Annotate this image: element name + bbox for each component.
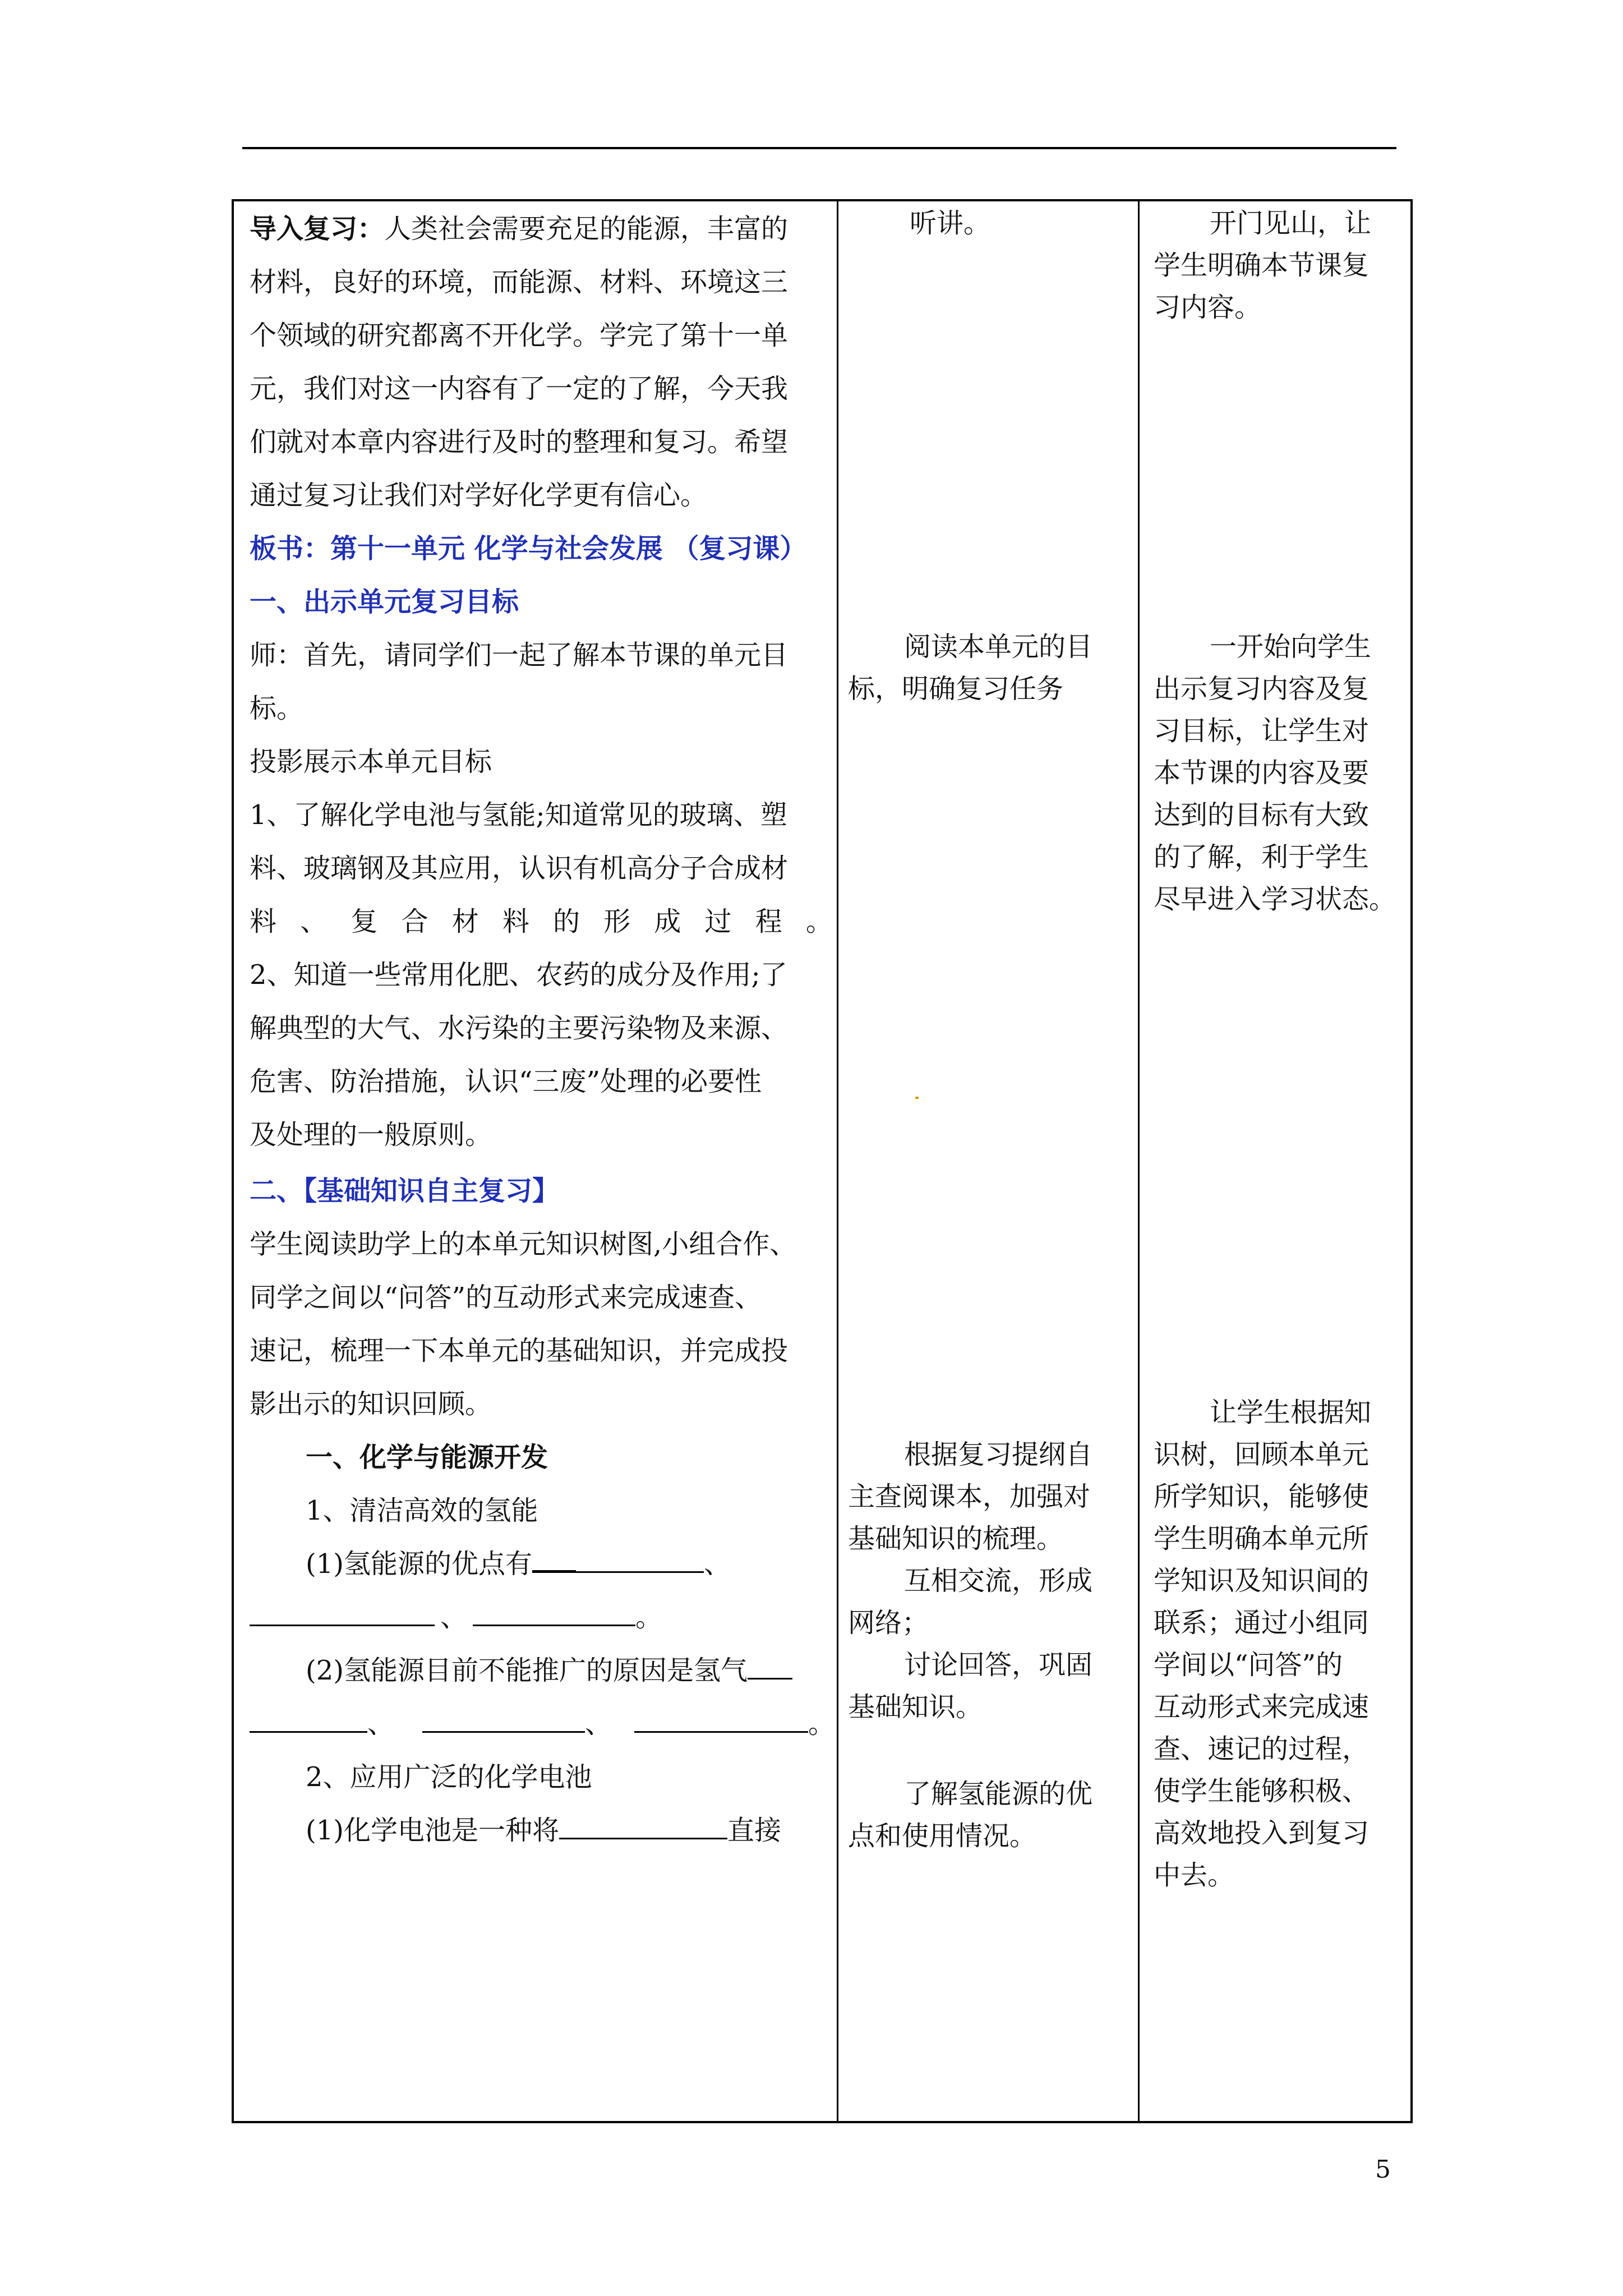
intro-line: 材料，良好的环境，而能源、材料、环境这三 — [250, 266, 789, 298]
intent-text: 的了解，利于学生 — [1154, 841, 1370, 873]
goal-line: 及处理的一般原则。 — [250, 1119, 492, 1151]
intro-line: 个领域的研究都离不开化学。学完了第十一单 — [250, 320, 789, 351]
subheading-battery: 2、应用广泛的化学电池 — [306, 1761, 592, 1793]
question-text: (1)氢能源的优点有 — [306, 1548, 532, 1580]
intent-text: 学生明确本单元所 — [1154, 1523, 1370, 1554]
question-text: (1)化学电池是一种将 — [306, 1815, 559, 1846]
question-battery — [306, 1814, 781, 1847]
board-heading: 板书：第十一单元 化学与社会发展 （复习课） — [250, 533, 807, 564]
activity-text: 标，明确复习任务 — [848, 673, 1064, 705]
period: 。 — [808, 1708, 836, 1740]
separator: 、 — [440, 1602, 468, 1633]
blank[interactable] — [473, 1602, 635, 1626]
blank[interactable] — [422, 1709, 585, 1733]
spread-char: 的 — [553, 906, 580, 937]
activity-text: 点和使用情况。 — [848, 1820, 1037, 1852]
intent-text: 习目标，让学生对 — [1154, 715, 1370, 747]
activity-text: 讨论回答，巩固 — [904, 1649, 1093, 1681]
intent-text: 开门见山，让 — [1210, 208, 1372, 239]
activity-text: 听讲。 — [910, 208, 991, 239]
activity-text: 阅读本单元的目 — [904, 631, 1093, 662]
spread-char: 形 — [603, 906, 631, 937]
separator: 、 — [585, 1708, 612, 1740]
stray-mark — [915, 1097, 919, 1099]
intro-paragraph-line — [250, 213, 788, 245]
intent-text: 高效地投入到复习 — [1154, 1818, 1370, 1849]
intent-text: 一开始向学生 — [1210, 631, 1372, 662]
blank[interactable] — [634, 1709, 808, 1733]
blank[interactable] — [576, 1549, 704, 1573]
page-number: 5 — [1375, 2155, 1391, 2184]
teacher-line: 师：首先，请同学们一起了解本节课的单元目 — [250, 639, 789, 671]
question-text: 直接 — [727, 1815, 782, 1846]
activity-text: 了解氢能源的优 — [904, 1778, 1093, 1810]
goal-line: 1、了解化学电池与氢能;知道常见的玻璃、塑 — [250, 799, 787, 831]
spread-char: 过 — [704, 906, 732, 937]
intent-text: 达到的目标有大致 — [1154, 799, 1370, 831]
intent-text: 互动形式来完成速 — [1154, 1691, 1370, 1723]
header-rule — [242, 147, 1396, 149]
column-divider-1 — [837, 201, 838, 2121]
question-hydrogen-advantages-cont — [250, 1601, 662, 1634]
read-line: 速记，梳理一下本单元的基础知识，并完成投 — [250, 1335, 789, 1366]
question-hydrogen-limits-cont — [250, 1708, 835, 1740]
spread-char: 。 — [805, 906, 833, 937]
activity-text: 主查阅课本，加强对 — [848, 1481, 1091, 1512]
goal-line: 解典型的大气、水污染的主要污染物及来源、 — [250, 1013, 789, 1044]
spread-char: 复 — [351, 906, 378, 937]
intent-text: 出示复习内容及复 — [1154, 673, 1370, 705]
blank[interactable] — [559, 1815, 727, 1839]
intent-text: 学间以“问答”的 — [1154, 1649, 1343, 1681]
spread-char: 料 — [250, 906, 277, 937]
read-line: 学生阅读助学上的本单元知识树图,小组合作、 — [250, 1228, 797, 1260]
intent-text: 识树，回顾本单元 — [1154, 1439, 1370, 1470]
activity-text: 网络； — [848, 1607, 929, 1639]
teacher-line: 标。 — [250, 693, 304, 724]
intent-text: 使学生能够积极、 — [1154, 1775, 1370, 1807]
spread-char: 料 — [502, 906, 529, 937]
intent-text: 习内容。 — [1154, 292, 1262, 323]
intro-line: 们就对本章内容进行及时的整理和复习。希望 — [250, 426, 789, 458]
spread-char: 成 — [654, 906, 681, 937]
intent-text: 学生明确本节课复 — [1154, 250, 1370, 281]
intent-text: 所学知识，能够使 — [1154, 1481, 1370, 1512]
subheading-hydrogen: 1、清洁高效的氢能 — [306, 1495, 538, 1526]
blank[interactable] — [250, 1602, 435, 1626]
activity-text: 基础知识。 — [848, 1691, 983, 1723]
section-heading-basics: 二、【基础知识自主复习】 — [250, 1175, 560, 1207]
spread-char: 合 — [401, 906, 428, 937]
intro-label: 导入复习： — [250, 213, 385, 245]
goal-line: 2、知道一些常用化肥、农药的成分及作用;了 — [250, 959, 787, 991]
intro-text: 人类社会需要充足的能源，丰富的 — [384, 213, 789, 245]
period: 。 — [635, 1602, 663, 1633]
blank[interactable] — [748, 1655, 792, 1680]
spread-char: 程 — [755, 906, 782, 937]
activity-text: 基础知识的梳理。 — [848, 1523, 1064, 1554]
intent-text: 中去。 — [1154, 1860, 1235, 1891]
read-line: 同学之间以“问答”的互动形式来完成速查、 — [250, 1282, 762, 1313]
question-hydrogen-advantages — [306, 1548, 731, 1580]
subheading-energy: 一、化学与能源开发 — [306, 1442, 548, 1473]
blank[interactable] — [250, 1709, 367, 1733]
blank[interactable] — [532, 1548, 576, 1573]
goal-line: 危害、防治措施，认识“三废”处理的必要性 — [250, 1066, 762, 1097]
goal-line-justified — [250, 905, 833, 938]
section-heading-goals: 一、出示单元复习目标 — [250, 586, 519, 618]
question-text: (2)氢能源目前不能推广的原因是氢气 — [306, 1655, 748, 1686]
goal-line: 料、玻璃钢及其应用，认识有机高分子合成材 — [250, 853, 789, 884]
intent-text: 联系；通过小组同 — [1154, 1607, 1370, 1639]
intent-text: 学知识及知识间的 — [1154, 1565, 1370, 1596]
question-hydrogen-limits — [306, 1654, 792, 1687]
activity-text: 互相交流，形成 — [904, 1565, 1093, 1596]
spread-char: 、 — [300, 906, 328, 937]
activity-text: 根据复习提纲自 — [904, 1439, 1093, 1470]
separator: 、 — [704, 1548, 731, 1580]
spread-char: 材 — [451, 906, 479, 937]
lesson-table — [232, 199, 1413, 2123]
read-line: 影出示的知识回顾。 — [250, 1388, 492, 1420]
separator: 、 — [367, 1708, 395, 1740]
column-divider-2 — [1138, 201, 1140, 2121]
intent-text: 让学生根据知 — [1210, 1397, 1372, 1428]
intent-text: 查、速记的过程， — [1154, 1733, 1370, 1765]
intent-text: 尽早进入学习状态。 — [1154, 884, 1396, 915]
intro-line: 元，我们对这一内容有了一定的了解，今天我 — [250, 373, 789, 404]
projection-line: 投影展示本单元目标 — [250, 746, 492, 777]
intro-line: 通过复习让我们对学好化学更有信心。 — [250, 480, 708, 511]
intent-text: 本节课的内容及要 — [1154, 757, 1370, 789]
